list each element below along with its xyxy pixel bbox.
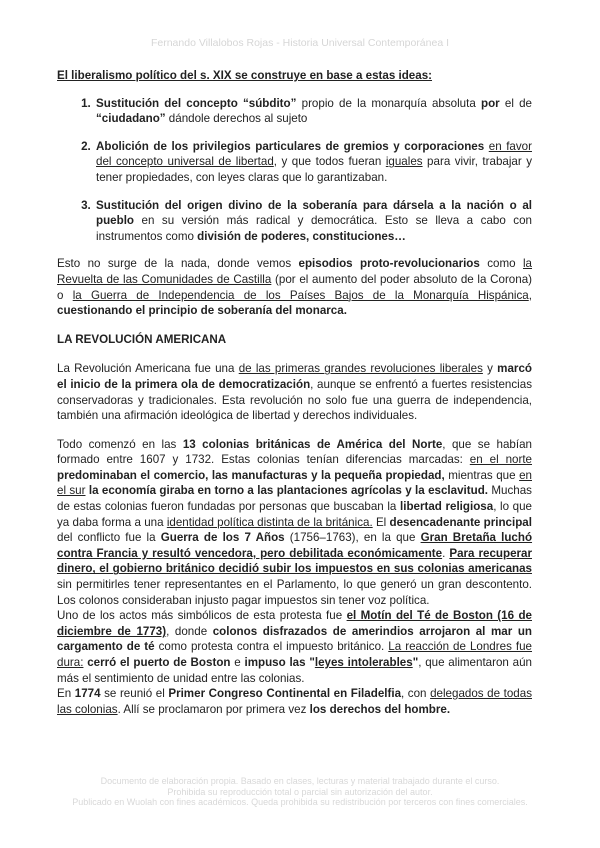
- intro-paragraph: Esto no surge de la nada, donde vemos episodios proto-revolucionarios como la Revuelta de las Comunidades de Castilla (por el aumento del poder absoluto de la Corona) o la Guerra de Independencia de los Países Bajos de la Monarquía Hispánica, cuestionando el principio de soberanía del monarca.: [57, 257, 533, 318]
- footer-line: Prohibida su reproducción total o parcial sin autorización del autor.: [167, 786, 433, 797]
- footer-line: Documento de elaboración propia. Basado en clases, lecturas y material trabajado durante el curso.: [100, 776, 500, 786]
- paragraph-revolution-intro: La Revolución Americana fue una de las primeras grandes revoluciones liberales y marcó el inicio de la primera ola de democratización, aunque se enfrentó a fuertes resistencias conservadoras y tradicionales. Esta revolución no solo fue una guerra de independencia, también una afirmación ideológica de libertad y derechos individuales.: [57, 362, 532, 423]
- document-body: [57, 68, 532, 717]
- liberalism-ideas-list: [57, 96, 532, 245]
- section-heading: LA REVOLUCIÓN AMERICANA: [57, 332, 227, 346]
- page-footer-watermark: [0, 776, 600, 808]
- idea-item-2: 2. Abolición de los privilegios particulares de gremios y corporaciones en favor del concepto universal de libertad, y que todos fueran iguales para vivir, trabajar y tener propiedades, con leyes claras que lo garantizaban.: [94, 139, 532, 186]
- section-title: El liberalismo político del s. XIX se construye en base a estas ideas:: [57, 69, 433, 82]
- paragraph-continental-congress: En 1774 se reunió el Primer Congreso Continental en Filadelfia, con delegados de todas las colonias. Allí se proclamaron por primera vez los derechos del hombre.: [57, 687, 532, 716]
- footer-line: Publicado en Wuolah con fines académicos. Queda prohibida su redistribución por terceros con fines comerciales.: [72, 797, 528, 807]
- paragraph-colonies: Todo comenzó en las 13 colonias británicas de América del Norte, que se habían formado entre 1607 y 1732. Estas colonias tenían diferencias marcadas: en el norte predominaban el comercio, las manufacturas y la pequeña propiedad, mientras que en el sur la economía giraba en torno a las plantaciones agrícolas y la esclavitud. Muchas de estas colonias fueron fundadas por personas que buscaban la libertad religiosa, lo que ya daba forma a una identidad política distinta de la británica. El desencadenante principal del conflicto fue la Guerra de los 7 Años (1756–1763), en la que Gran Bretaña luchó contra Francia y resultó vencedora, pero debilitada económicamente. Para recuperar dinero, el gobierno británico decidió subir los impuestos en sus colonias americanas sin permitirles tener representantes en el Parlamento, lo que generó un gran descontento. Los colonos consideraban injusto pagar impuestos sin tener voz política.: [57, 437, 533, 607]
- page-header-watermark: Fernando Villalobos Rojas - Historia Universal Contemporánea I: [150, 37, 450, 49]
- paragraph-boston-tea-party: Uno de los actos más simbólicos de esta protesta fue el Motín del Té de Boston (16 de diciembre de 1773), donde colonos disfrazados de amerindios arrojaron al mar un cargamento de té como protesta contra el impuesto británico. La reacción de Londres fue dura: cerró el puerto de Boston e impuso las "leyes intolerables", que alimentaron aún más el sentimiento de unidad entre las colonias.: [57, 609, 532, 685]
- idea-item-3: 3. Sustitución del origen divino de la soberanía para dársela a la nación o al pueblo en su versión más radical y democrática. Esto se lleva a cabo con instrumentos como división de poderes, constituciones…: [94, 198, 532, 245]
- idea-item-1: 1. Sustitución del concepto “súbdito” propio de la monarquía absoluta por el de “ciudadano” dándole derechos al sujeto: [94, 96, 532, 127]
